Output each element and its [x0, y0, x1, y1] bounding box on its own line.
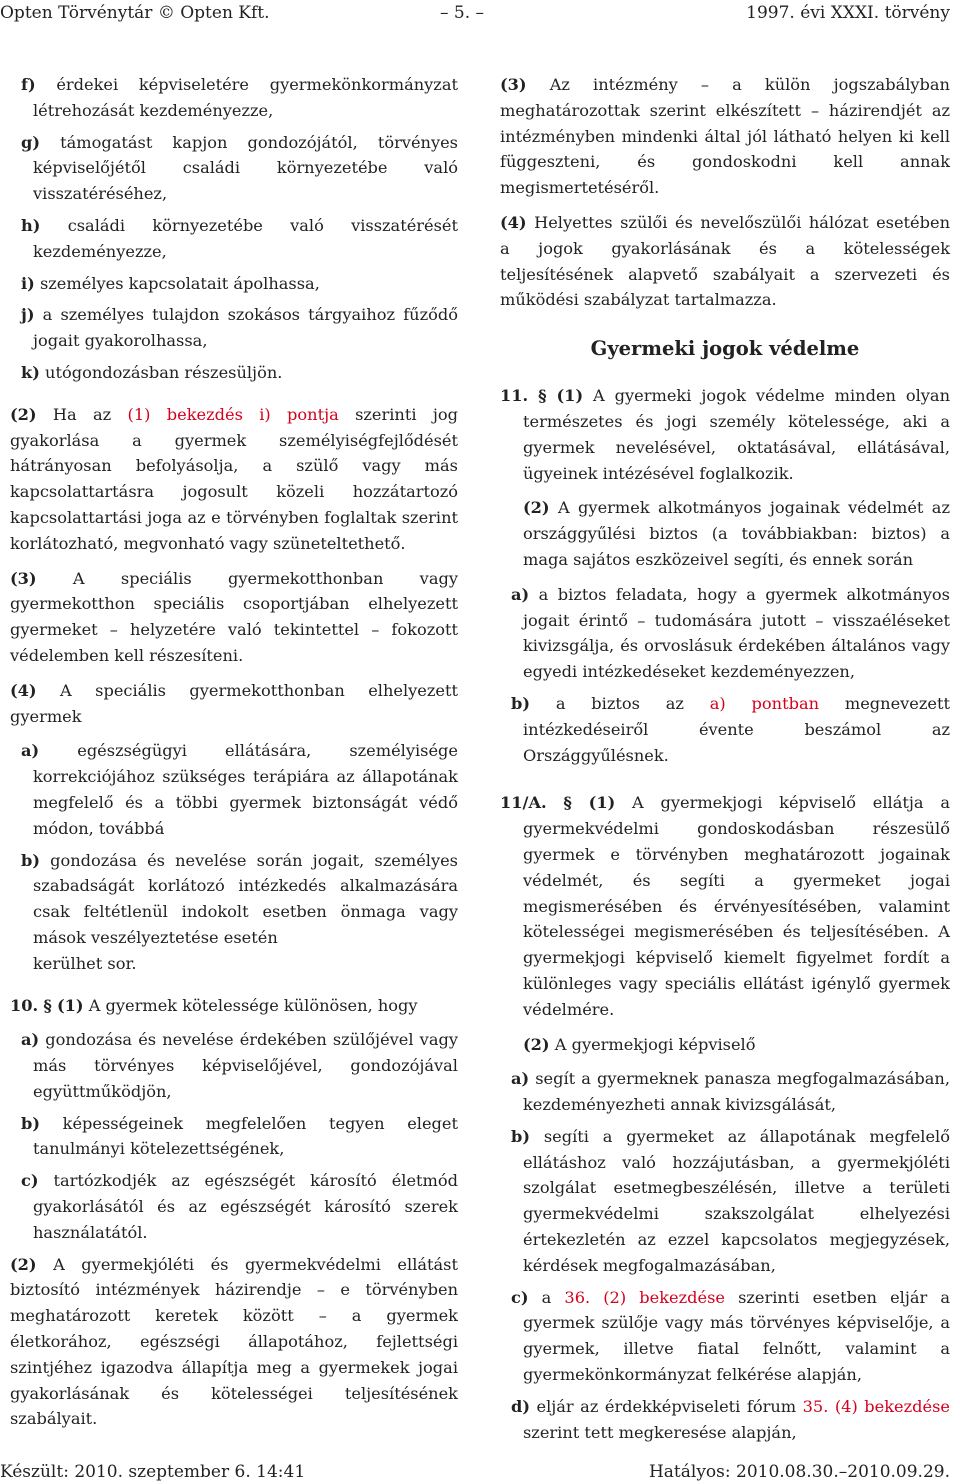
list-item-j: j) a személyes tulajdon szokásos tárgyaihoz fűződő jogait gyakorolhassa, [21, 305, 458, 351]
header-publisher: Opten Törvénytár © Opten Kft. [0, 3, 270, 23]
list-item-10-c: c) tartózkodjék az egészségét károsító életmód gyakorlásától és az egészségét károsító szerek használatától. [21, 1171, 458, 1242]
section-heading: Gyermeki jogok védelme [590, 337, 860, 361]
cross-reference-link[interactable]: a) pontban [709, 693, 820, 713]
list-item-9-4-b: b) gondozása és nevelése során jogait, személyes szabadságát korlátozó intézkedés alkalmazására csak feltétlenül indokolt esetben önmaga vagy mások veszélyeztetése esetén [21, 850, 458, 947]
paragraph-9-4: (4) A speciális gyermekotthonban elhelyezett gyermek [10, 680, 458, 726]
section-10: 10. § (1) A gyermek kötelessége különösen, hogy [10, 995, 418, 1015]
list-item-i: i) személyes kapcsolatait ápolhassa, [21, 273, 320, 293]
list-item-11-A-a: a) segít a gyermeknek panasza megfogalmazásában, kezdeményezheti annak kivizsgálását, [511, 1069, 950, 1115]
list-item-9-4-a: a) egészségügyi ellátására, személyisége korrekciójához szükséges terápiára az állapotának megfelelő és a többi gyermek biztonságát védő módon, továbbá [21, 741, 458, 838]
footer-effective: Hatályos: 2010.08.30.–2010.09.29. [648, 1462, 950, 1482]
paragraph-9-2: (2) Ha az (1) bekezdés i) pontja szerinti jog gyakorlása a gyermek személyiségfejlődését hátrányosan befolyásolja, a szülő vagy más kapcsolattartásra jogosult közeli hozzátartozó kapcsolattartási joga az e törvényben foglaltak szerint korlátozható, megvonható vagy szüneteltethető. [10, 404, 458, 553]
paragraph-9-3: (3) A speciális gyermekotthonban vagy gyermekotthon speciális csoportjában elhelyezett gyermeket – helyzetére való tekintettel – fokozott védelemben kell részesíteni. [10, 568, 458, 665]
section-11-A: 11/A. § (1) A gyermekjogi képviselő ellátja a gyermekvédelmi gondoskodásban részesülő gyermek e törvényben meghatározott jogainak védelmét, és segíti a gyermeket jogai megismerésében és érvényesítésében, valamint kötelességei megismerésében és teljesítésében. A gyermekjogi képviselő kiemelt figyelmet fordít a különleges vagy speciális ellátást igénylő gyermek védelmére. [500, 793, 950, 1019]
footer-created: Készült: 2010. szeptember 6. 14:41 [0, 1462, 306, 1482]
page-footer [0, 1461, 960, 1483]
paragraph-11-2: (2) A gyermek alkotmányos jogainak védelmét az országgyűlési biztos (a továbbiakban: biztos) a maga sajátos eszközeivel segíti, és ennek során [523, 498, 950, 569]
list-item-k: k) utógondozásban részesüljön. [21, 362, 283, 382]
header-page-number: – 5. – [440, 3, 485, 23]
list-item-10-a: a) gondozása és nevelése érdekében szülőjével vagy más törvényes képviselőjével, gondozójával együttműködjön, [21, 1030, 458, 1101]
list-item-11-A-c: c) a 36. (2) bekezdése szerinti esetben eljár a gyermek szülője vagy más törvényes képviselője, a gyermek, illetve fiatal felnőtt, valamint a gyermekönkormányzat felkérése alapján, [511, 1287, 950, 1385]
page-header [0, 2, 960, 26]
list-item-f: f) érdekei képviseletére gyermekönkormányzat létrehozását kezdeményezze, [21, 75, 458, 120]
header-act-title: 1997. évi XXXI. törvény [746, 3, 950, 23]
list-item-11-A-b: b) segíti a gyermeket az állapotának megfelelő ellátáshoz való hozzájutásban, a gyermekjóléti szolgálat esetmegbeszélésén, illetve a területi gyermekvédelmi szakszolgálat elhelyezési értekezletén az ezzel kapcsolatos megjegyzések, kérdések megfogalmazásában, [511, 1126, 950, 1275]
list-item-g: g) támogatást kapjon gondozójától, törvényes képviselőjétől családi környezetébe való visszatéréséhez, [21, 132, 458, 204]
list-item-11-A-d: d) eljár az érdekképviseleti fórum 35. (4) bekezdése szerint tett megkeresése alapján, [511, 1396, 950, 1442]
cross-reference-link[interactable]: 36. (2) bekezdése [564, 1287, 725, 1307]
paragraph-11-A-2: (2) A gyermekjogi képviselő [523, 1034, 756, 1054]
list-item-10-b: b) képességeinek megfelelően tegyen eleget tanulmányi kötelezettségének, [21, 1113, 458, 1159]
paragraph-10-4: (4) Helyettes szülői és nevelőszülői hálózat esetében a jogok gyakorlásának és a kötelességek teljesítésének alapvető szabályait a szervezeti és működési szabályzat tartalmazza. [500, 212, 950, 310]
list-item-11-b: b) a biztos az a) pontban megnevezett intézkedéseiről évente beszámol az Országgyűlésnek. [511, 693, 950, 765]
right-column [500, 72, 950, 1451]
cross-reference-link[interactable]: (1) bekezdés i) pontja [127, 404, 339, 424]
list-item-11-a: a) a biztos feladata, hogy a gyermek alkotmányos jogait érintő – tudomására jutott – visszaéléseket kivizsgálja, és orvoslásuk érdekében általános vagy egyedi intézkedéseket kezdeményezzen, [511, 584, 950, 682]
section-11: 11. § (1) A gyermeki jogok védelme minden olyan természetes és jogi személy kötelessége, aki a gyermek nevelésével, oktatásával, ellátásával, ügyeinek intézésével foglalkozik. [500, 386, 951, 483]
list-item-h: h) családi környezetébe való visszatérését kezdeményezze, [21, 215, 458, 261]
paragraph-9-4-end: kerülhet sor. [33, 953, 137, 973]
paragraph-10-3: (3) Az intézmény – a külön jogszabályban meghatározottak szerint elkészített – házirendjét az intézményben mindenki által jól látható helyen ki kell függeszteni, és gondoskodni kell annak megismertetéséről. [500, 75, 950, 198]
left-column [10, 72, 458, 1441]
cross-reference-link[interactable]: 35. (4) bekezdése [802, 1396, 950, 1416]
paragraph-10-2: (2) A gyermekjóléti és gyermekvédelmi ellátást biztosító intézmények házirendje – e törvényben meghatározott keretek között – a gyermek életkorához, egészségi állapotához, fejlettségi szintjéhez igazodva állapítja meg a gyermekek jogai gyakorlásának és kötelességei teljesítésének szabályait. [10, 1254, 458, 1429]
